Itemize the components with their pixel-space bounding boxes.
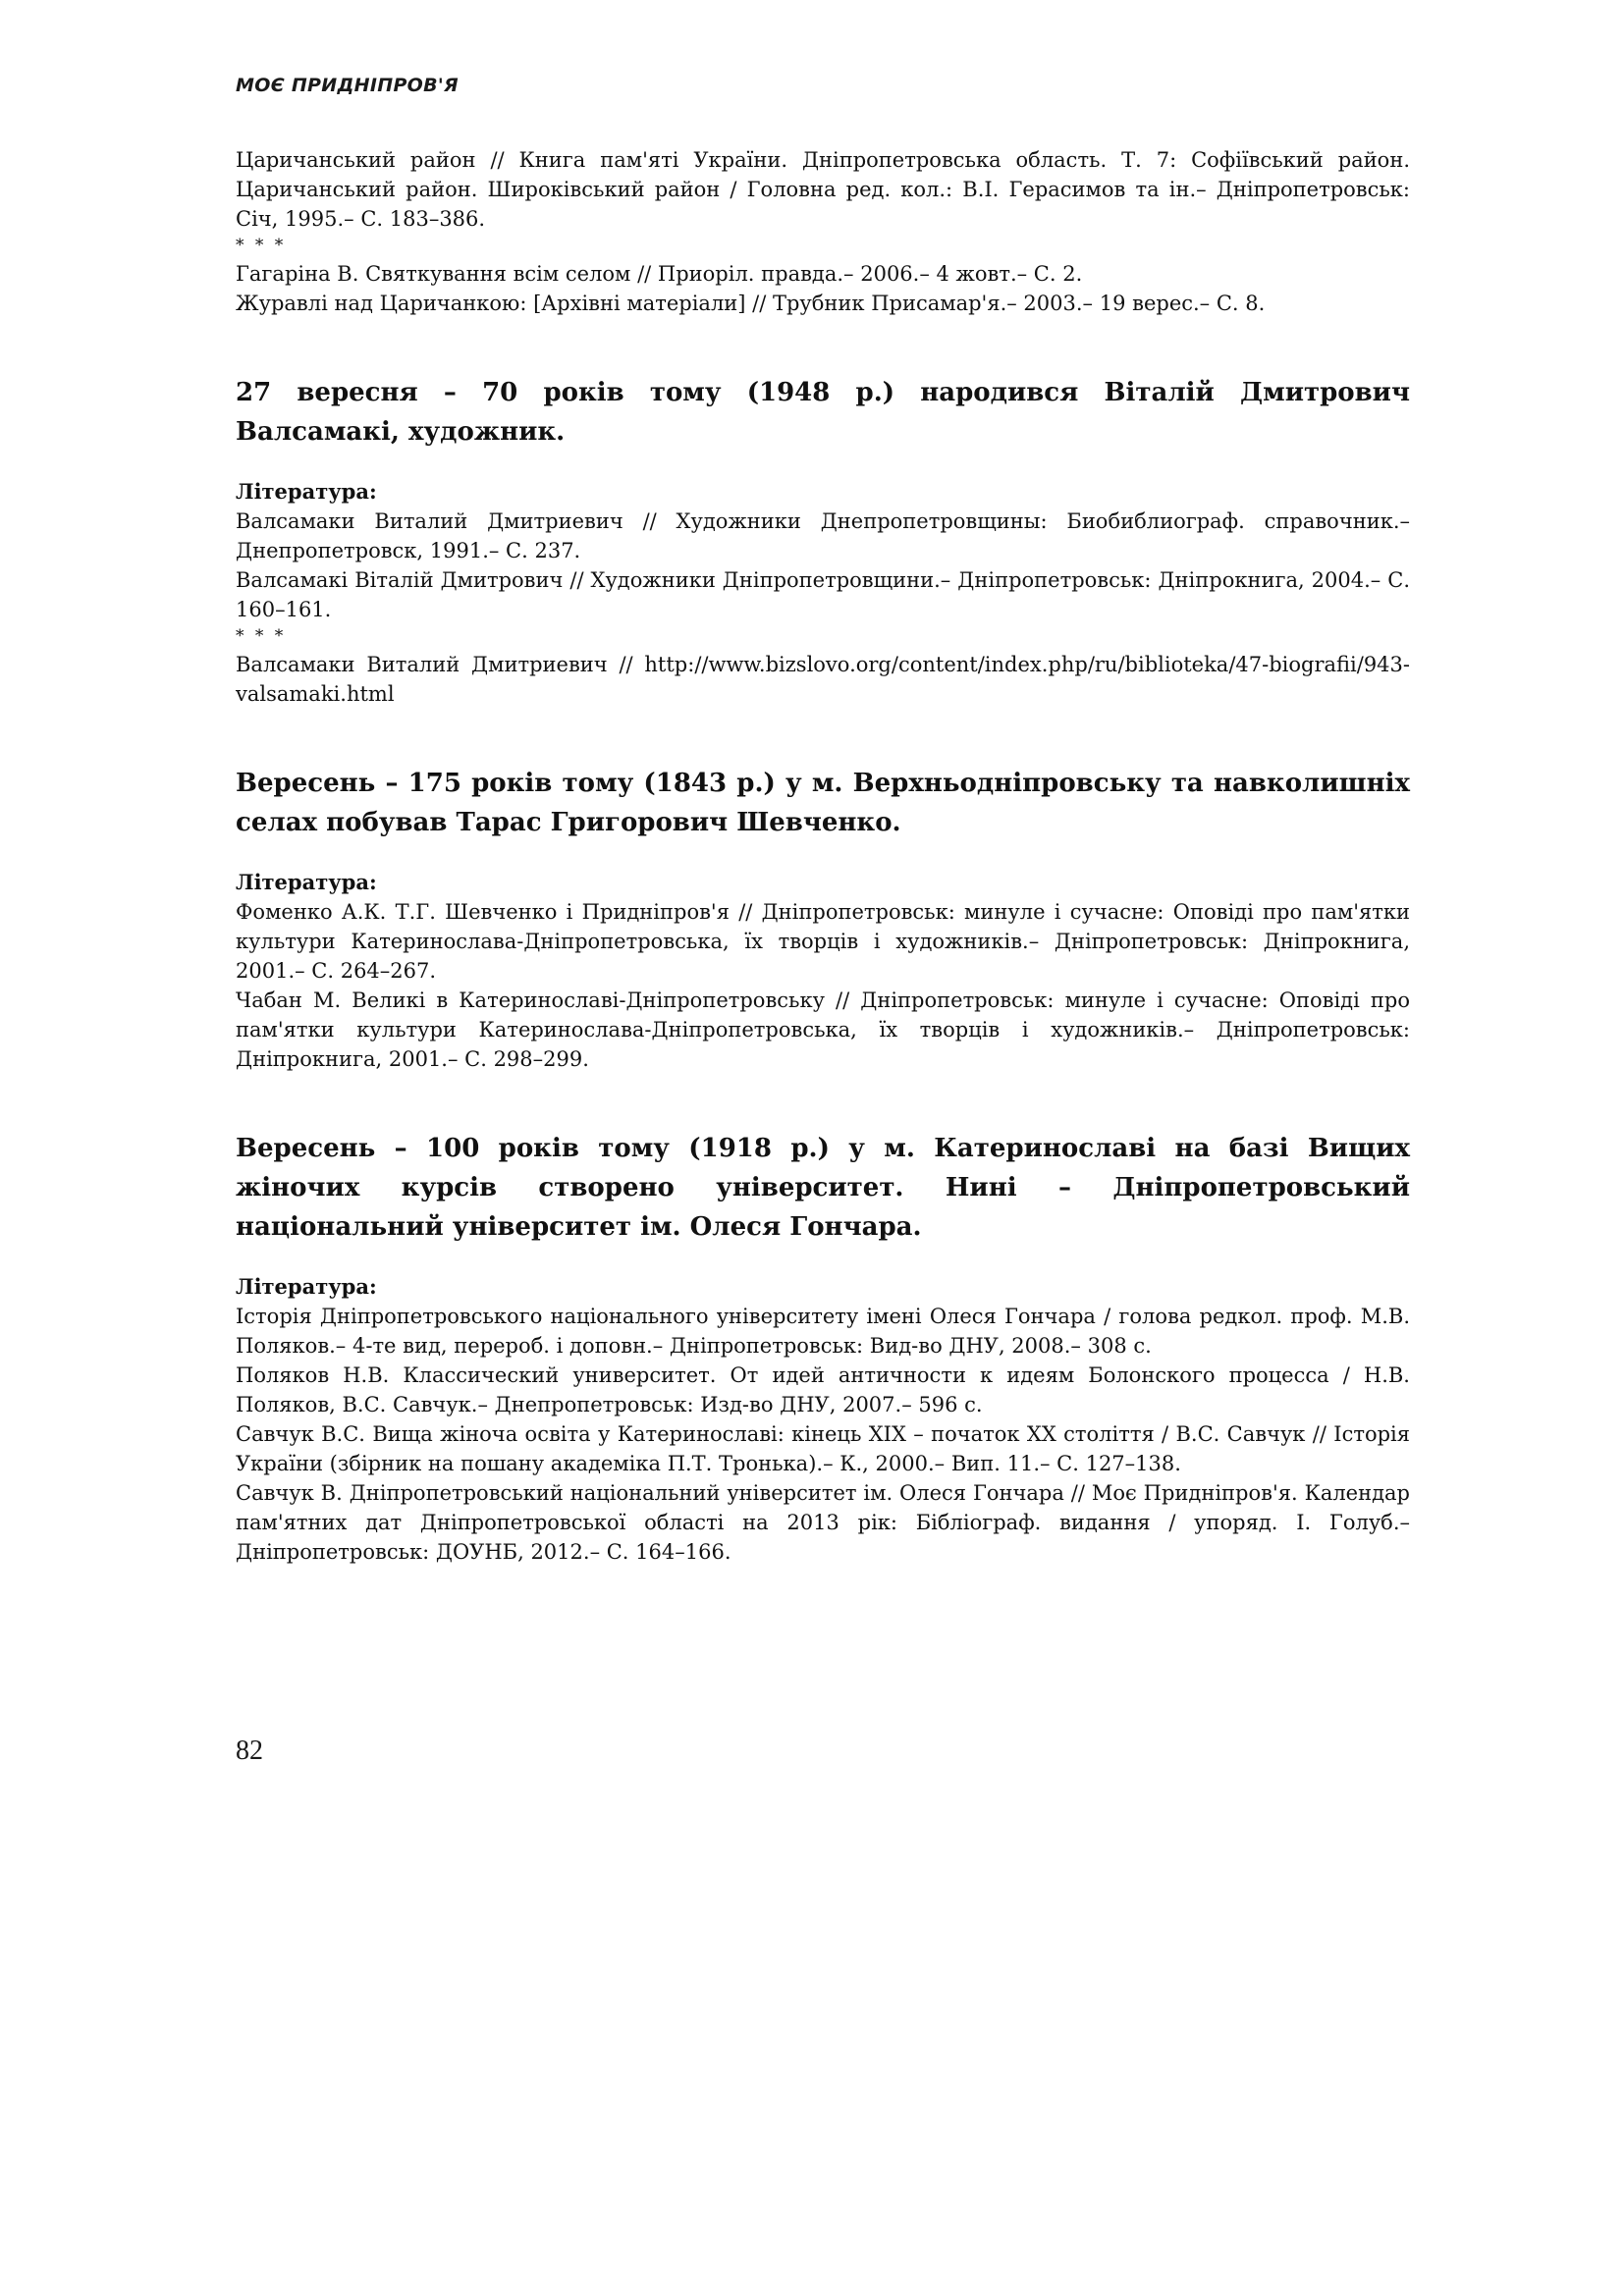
section-valsamaki (236, 373, 1410, 709)
bibliography-entry: Журавлі над Царичанкою: [Архівні матеріали] // Трубник Присамар'я.– 2003.– 19 верес.– С. 8. (236, 292, 1266, 315)
bibliography-entry: Валсамаки Виталий Дмитриевич // Художники Днепропетровщины: Биобиблиограф. справочник.– Днепропетровск, 1991.– С. 237. (236, 509, 1410, 562)
running-head: МОЄ ПРИДНІПРОВ'Я (236, 75, 459, 96)
section-university (236, 1129, 1410, 1567)
bibliography-entry: Поляков Н.В. Классический университет. От идей античности к идеям Болонского процесса / Н.В. Поляков, В.С. Савчук.– Днепропетровськ: Изд-во ДНУ, 2007.– 596 с. (236, 1363, 1410, 1416)
intro-block (236, 145, 1410, 318)
bibliography-entry: Чабан М. Великі в Катеринославі-Дніпропетровську // Дніпропетровськ: минуле і сучасне: Оповіді про пам'ятки культури Катеринослава-Дніпропетровська, їх творців і художників.– Дніпропетровськ: Дніпрокнига, 2001.– С. 298–299. (236, 988, 1410, 1071)
literature-label: Література: (236, 870, 377, 894)
bibliography-entry: Гагаріна В. Святкування всім селом // Приоріл. правда.– 2006.– 4 жовт.– С. 2. (236, 262, 1083, 286)
section-heading: Вересень – 100 років тому (1918 р.) у м. Катеринославі на базі Вищих жіночих курсів створено університет. Нині – Дніпропетровський національний університет ім. Олеся Гончара. (236, 1134, 1410, 1242)
bibliography-entry: Савчук В.С. Вища жіноча освіта у Катеринославі: кінець XIX – початок XX століття / В.С. Савчук // Історія України (збірник на пошану академіка П.Т. Тронька).– К., 2000.– Вип. 11.– С. 127–138. (236, 1422, 1410, 1475)
bibliography-entry: Історія Дніпропетровського національного університету імені Олеся Гончара / голова редкол. проф. М.В. Поляков.– 4-те вид, перероб. і доповн.– Дніпропетровськ: Вид-во ДНУ, 2008.– 308 с. (236, 1305, 1410, 1358)
section-heading: 27 вересня – 70 років тому (1948 р.) народився Віталій Дмитрович Валсамакі, художник. (236, 378, 1410, 447)
literature-label: Література: (236, 479, 377, 504)
bibliography-entry: Фоменко А.К. Т.Г. Шевченко і Придніпров'я // Дніпропетровськ: минуле і сучасне: Оповіді про пам'ятки культури Катеринослава-Дніпропетровська, їх творців і художників.– Дніпропетровськ: Дніпрокнига, 2001.– С. 264–267. (236, 900, 1410, 983)
bibliography-entry: Царичанський район // Книга пам'яті України. Дніпропетровська область. Т. 7: Софіївський район. Царичанський район. Широківський район / Головна ред. кол.: В.І. Герасимов та ін.– Дніпропетровськ: Січ, 1995.– С. 183–386. (236, 148, 1410, 231)
separator: * * * (236, 236, 287, 255)
page-content (236, 145, 1410, 1567)
separator: * * * (236, 626, 287, 646)
literature-label: Література: (236, 1274, 377, 1299)
section-heading: Вересень – 175 років тому (1843 р.) у м. Верхньодніпровську та навколишніх селах побував Тарас Григорович Шевченко. (236, 769, 1410, 837)
section-shevchenko (236, 764, 1410, 1074)
bibliography-entry-link: Валсамаки Виталий Дмитриевич // http://www.bizslovo.org/content/index.php/ru/biblioteka/47-biografii/943-valsamaki.html (236, 653, 1410, 706)
bibliography-entry: Савчук В. Дніпропетровський національний університет ім. Олеся Гончара // Моє Придніпров'я. Календар пам'ятних дат Дніпропетровської області на 2013 рік: Бібліограф. видання / упоряд. І. Голуб.– Дніпропетровськ: ДОУНБ, 2012.– С. 164–166. (236, 1481, 1410, 1564)
page-number: 82 (236, 1735, 263, 1766)
bibliography-entry: Валсамакі Віталій Дмитрович // Художники Дніпропетровщини.– Дніпропетровськ: Дніпрокнига, 2004.– С. 160–161. (236, 568, 1410, 621)
